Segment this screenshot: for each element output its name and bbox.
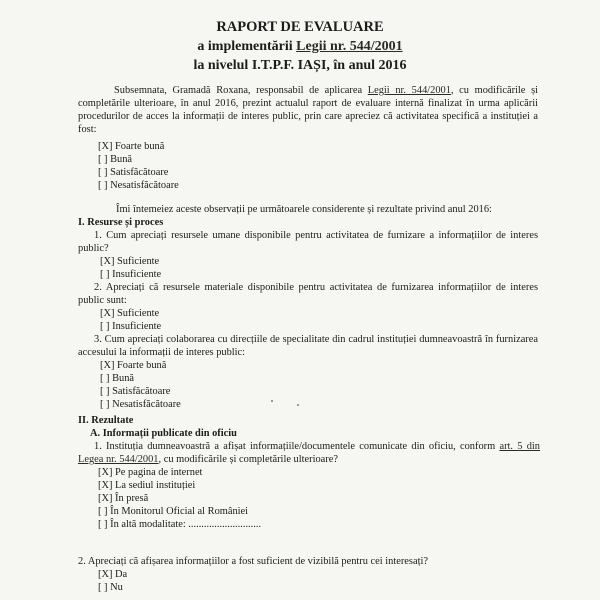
section-heading-results: II. Rezultate xyxy=(78,415,134,426)
option-vis-nu: [ ] Nu xyxy=(98,582,123,593)
scan-speck xyxy=(271,400,273,402)
intro-paragraph: Subsemnata, Gramadă Roxana, responsabil de aplicarea Legii nr. 544/2001, cu modificările și completările ulterioare, în anul 2016, prezint actualul raport de evaluare internă finalizat în urma aplicării procedurilor de acces la informații de interes public, prin care apreciez că activitatea specifică a instituției a fost: xyxy=(78,85,539,135)
observations-line: Îmi întemeiez aceste observații pe următoarele considerente și rezultate privind anul 2016: xyxy=(116,204,492,215)
option-collab-satisfacatoare: [ ] Satisfăcătoare xyxy=(100,386,171,397)
option-collab-nesatisfacatoare: [ ] Nesatisfăcătoare xyxy=(100,399,181,410)
option-collab-foarte-buna: [X] Foarte bună xyxy=(100,360,167,371)
question-material-resources: 2. Apreciați că resursele materiale disponibile pentru activitatea de furnizarea informațiilor de interes public sunt: xyxy=(78,282,538,306)
question-human-resources: 1. Cum apreciați resursele umane disponibile pentru activitatea de furnizare a informațiilor de interes public? xyxy=(78,230,538,254)
option-collab-buna: [ ] Bună xyxy=(100,373,135,384)
subsection-heading-published-info: A. Informații publicate din oficiu xyxy=(90,428,237,439)
option-mr-insuficiente: [ ] Insuficiente xyxy=(100,321,162,332)
article-link: art. 5 din xyxy=(499,441,540,452)
report-title: RAPORT DE EVALUARE xyxy=(216,19,384,35)
report-scope: la nivelul I.T.P.F. IAȘI, în anul 2016 xyxy=(193,58,407,73)
option-pub-sediu: [X] La sediul instituției xyxy=(98,480,196,491)
option-hr-insuficiente: [ ] Insuficiente xyxy=(100,269,162,280)
question-collaboration: 3. Cum apreciați colaborarea cu direcțiile de specialitate din cadrul instituției dumneavoastră în furnizarea accesului la informații de interes public: xyxy=(78,334,538,358)
law-reference: Legii nr. 544/2001 xyxy=(296,39,403,54)
option-overall-buna: [ ] Bună xyxy=(98,154,133,165)
section-heading-resources: I. Resurse și proces xyxy=(78,217,164,228)
law-link-2: Legea nr. 544/2001 xyxy=(78,454,159,465)
law-link: Legii nr. 544/2001 xyxy=(367,85,451,96)
option-overall-nesatisfacatoare: [ ] Nesatisfăcătoare xyxy=(98,180,179,191)
option-overall-satisfacatoare: [ ] Satisfăcătoare xyxy=(98,167,169,178)
question-visibility: 2. Apreciați că afișarea informațiilor a fost suficient de vizibilă pentru cei interesați? xyxy=(78,556,428,567)
scan-speck xyxy=(297,404,299,406)
option-pub-monitorul-oficial: [ ] În Monitorul Oficial al României xyxy=(98,506,249,517)
option-pub-alta-modalitate: [ ] În altă modalitate: ............................ xyxy=(98,519,262,530)
option-hr-suficiente: [X] Suficiente xyxy=(100,256,160,267)
question-published-info: 1. Instituția dumneavoastră a afișat informațiile/documentele comunicate din oficiu, conform art. 5 din Legea nr. 544/2001, cu modificările și completările ulterioare? xyxy=(78,441,540,465)
option-mr-suficiente: [X] Suficiente xyxy=(100,308,160,319)
option-vis-da: [X] Da xyxy=(98,569,128,580)
option-overall-foarte-buna: [X] Foarte bună xyxy=(98,141,165,152)
option-pub-internet: [X] Pe pagina de internet xyxy=(98,467,203,478)
option-pub-presa: [X] În presă xyxy=(98,493,149,504)
report-subtitle: a implementării Legii nr. 544/2001 xyxy=(197,39,403,54)
